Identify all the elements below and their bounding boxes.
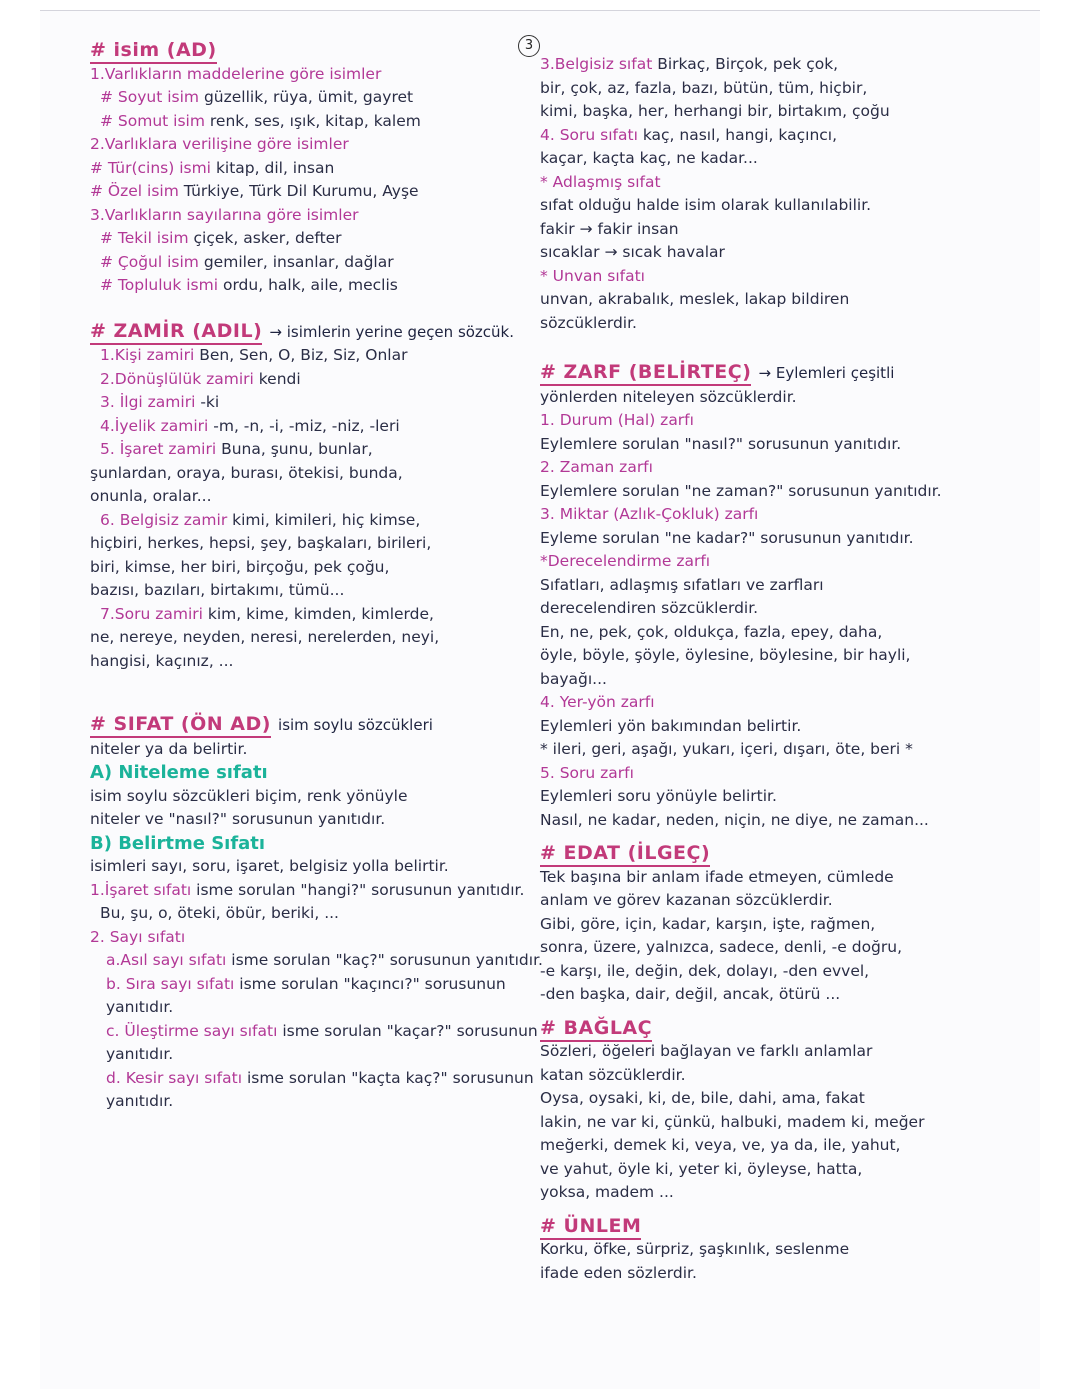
sifat-belgisiz-cont-1: bir, çok, az, fazla, bazı, bütün, tüm, hiçbir, (540, 78, 868, 97)
sifat-adlasmis-example-1: fakir → fakir insan (540, 219, 679, 238)
sifat-ulestirme-desc: isme sorulan "kaçar?" sorusunun yanıtıdır. (106, 1021, 538, 1063)
zarf-zaman-desc: Eylemlere sorulan "ne zaman?" sorusunun yanıtıdır. (540, 481, 942, 500)
section-sifat (90, 713, 568, 1114)
zamir-iyelik-examples: -m, -n, -i, -miz, -niz, -leri (213, 416, 400, 435)
zamir-donusluluk-label: 2.Dönüşlülük zamiri (100, 369, 254, 388)
zarf-durum-heading: 1. Durum (Hal) zarfı (540, 411, 694, 429)
zarf-definition: → Eylemleri çeşitli (758, 364, 895, 382)
section-sifat-cont (540, 53, 1010, 335)
section-unlem (540, 1215, 1010, 1286)
zarf-derecelendirme-examples-2: öyle, böyle, şöyle, öylesine, böylesine, bir hayli, (540, 646, 911, 664)
sifat-belgisiz-cont-2: kimi, başka, her, herhangi bir, birtakım, çoğu (540, 102, 890, 120)
zarf-yer-yon-heading: 4. Yer-yön zarfı (540, 693, 655, 711)
zamir-soru-cont-1: ne, nereye, neyden, neresi, nerelerden, neyi, (90, 628, 440, 646)
isim-soyut-label: # Soyut isim (100, 88, 200, 106)
zarf-derecelendirme-examples-1: En, ne, pek, çok, oldukça, fazla, epey, daha, (540, 622, 883, 641)
section-zamir (90, 320, 568, 674)
sifat-kesir-label: d. Kesir sayı sıfatı (106, 1068, 243, 1087)
edat-desc-1: Tek başına bir anlam ifade etmeyen, cümlede (540, 867, 894, 886)
zarf-derecelendirme-desc-2: derecelendiren sözcüklerdir. (540, 599, 759, 617)
zarf-yer-yon-examples: * ileri, geri, aşağı, yukarı, içeri, dışarı, öte, beri * (540, 740, 913, 758)
sifat-belgisiz-label: 3.Belgisiz sıfat (540, 55, 653, 73)
unlem-desc-1: Korku, öfke, sürpriz, şaşkınlık, seslenme (540, 1240, 850, 1258)
section-isim (90, 39, 568, 298)
zamir-isaret-cont-2: onunla, oralar... (90, 487, 212, 505)
zarf-derecelendirme-heading: *Derecelendirme zarfı (540, 552, 711, 570)
isim-ozel-examples: Türkiye, Türk Dil Kurumu, Ayşe (183, 182, 419, 200)
edat-examples-3: -e karşı, ile, değin, dek, dolayı, -den evvel, (540, 961, 870, 980)
zarf-soru-desc: Eylemleri soru yönüyle belirtir. (540, 787, 777, 805)
sifat-belirtme-heading: B) Belirtme Sıfatı (90, 832, 266, 854)
zarf-definition-cont: yönlerden niteleyen sözcüklerdir. (540, 387, 797, 406)
isim-cogul-label: # Çoğul isim (100, 252, 199, 271)
right-column (540, 53, 1010, 1285)
sifat-belgisiz-examples: Birkaç, Birçok, pek çok, (657, 55, 839, 73)
sifat-adlasmis-desc: sıfat olduğu halde isim olarak kullanılabilir. (540, 196, 872, 214)
unlem-desc-2: ifade eden sözlerdir. (540, 1263, 697, 1282)
zamir-isaret-examples: Buna, şunu, bunlar, (221, 440, 373, 458)
zamir-soru-cont-2: hangisi, kaçınız, ... (90, 651, 234, 670)
zamir-donusluluk-examples: kendi (258, 369, 301, 388)
sifat-soru-examples: kaç, nasıl, hangi, kaçıncı, (642, 125, 838, 144)
zamir-ilgi-label: 3. İlgi zamiri (100, 393, 196, 411)
isim-tur-label: # Tür(cins) ismi (90, 158, 211, 177)
zarf-zaman-heading: 2. Zaman zarfı (540, 458, 653, 476)
heading-edat: # EDAT (İLGEÇ) (540, 842, 710, 867)
sifat-belirtme-line-1: isimleri sayı, soru, işaret, belgisiz yolla belirtir. (90, 857, 449, 875)
isim-ozel-label: # Özel isim (90, 182, 179, 200)
notebook-page (40, 10, 1040, 1389)
zarf-yer-yon-desc: Eylemleri yön bakımından belirtir. (540, 716, 802, 735)
heading-zarf: # ZARF (BELİRTEÇ) (540, 361, 751, 386)
zarf-derecelendirme-desc-1: Sıfatları, adlaşmış sıfatları ve zarfları (540, 575, 824, 594)
sifat-niteleme-line-1: isim soylu sözcükleri biçim, renk yönüyle (90, 786, 408, 805)
sifat-definition-cont: niteler ya da belirtir. (90, 739, 248, 758)
baglac-desc-1: Sözleri, öğeleri bağlayan ve farklı anlamlar (540, 1042, 873, 1060)
sifat-adlasmis-example-2: sıcaklar → sıcak havalar (540, 243, 725, 261)
sifat-soru-cont: kaçar, kaçta kaç, ne kadar... (540, 149, 758, 167)
zamir-soru-examples: kim, kime, kimden, kimlerde, (207, 604, 434, 623)
sifat-asil-sayi-label: a.Asıl sayı sıfatı (106, 951, 227, 969)
sifat-soru-label: 4. Soru sıfatı (540, 125, 638, 144)
zamir-belgisiz-examples: kimi, kimileri, hiç kimse, (232, 510, 421, 529)
isim-line-1: 1.Varlıkların maddelerine göre isimler (90, 64, 382, 83)
baglac-examples-2: lakin, ne var ki, çünkü, halbuki, madem ki, meğer (540, 1112, 925, 1131)
edat-examples-1: Gibi, göre, için, kadar, karşın, işte, rağmen, (540, 914, 876, 933)
isim-topluluk-examples: ordu, halk, aile, meclis (222, 276, 398, 294)
heading-sifat: # SIFAT (ÖN AD) (90, 713, 271, 738)
page-number: 3 (518, 35, 540, 57)
heading-isim: # isim (AD) (90, 39, 217, 64)
zamir-isaret-cont-1: şunlardan, oraya, burası, ötekisi, bunda, (90, 463, 403, 482)
baglac-examples-1: Oysa, oysaki, ki, de, bile, dahi, ama, fakat (540, 1089, 865, 1107)
sifat-definition: isim soylu sözcükleri (278, 716, 433, 734)
isim-soyut-examples: güzellik, rüya, ümit, gayret (203, 88, 414, 106)
zamir-belgisiz-label: 6. Belgisiz zamir (100, 510, 228, 529)
sifat-adlasmis-heading: * Adlaşmış sıfat (540, 172, 661, 191)
sifat-niteleme-line-2: niteler ve "nasıl?" sorusunun yanıtıdır. (90, 810, 386, 828)
isim-tekil-examples: çiçek, asker, defter (193, 229, 342, 247)
sifat-unvan-heading: * Unvan sıfatı (540, 266, 645, 285)
isim-topluluk-label: # Topluluk ismi (100, 276, 219, 294)
heading-baglac: # BAĞLAÇ (540, 1017, 652, 1042)
edat-desc-2: anlam ve görev kazanan sözcüklerdir. (540, 891, 833, 909)
baglac-examples-4: ve yahut, öyle ki, yeter ki, öyleyse, hatta, (540, 1159, 863, 1178)
zarf-miktar-heading: 3. Miktar (Azlık-Çokluk) zarfı (540, 505, 759, 523)
baglac-examples-5: yoksa, madem ... (540, 1183, 674, 1201)
zamir-soru-label: 7.Soru zamiri (100, 604, 203, 623)
baglac-examples-3: meğerki, demek ki, veya, ve, ya da, ile, yahut, (540, 1136, 901, 1154)
isim-line-2: 2.Varlıklara verilişine göre isimler (90, 135, 349, 153)
zamir-definition: → isimlerin yerine geçen sözcük. (269, 322, 515, 341)
zarf-miktar-desc: Eyleme sorulan "ne kadar?" sorusunun yanıtıdır. (540, 528, 914, 547)
isim-tekil-label: # Tekil isim (100, 229, 189, 247)
sifat-sira-sayi-label: b. Sıra sayı sıfatı (106, 974, 235, 993)
sifat-niteleme-heading: A) Niteleme sıfatı (90, 762, 268, 783)
zarf-soru-heading: 5. Soru zarfı (540, 763, 634, 782)
zarf-soru-examples: Nasıl, ne kadar, neden, niçin, ne diye, ne zaman... (540, 810, 929, 829)
zamir-isaret-label: 5. İşaret zamiri (100, 440, 217, 458)
sifat-sira-sayi-desc: isme sorulan "kaçıncı?" sorusunun yanıtıdır. (106, 974, 506, 1016)
sifat-ulestirme-label: c. Üleştirme sayı sıfatı (106, 1021, 278, 1040)
isim-tur-examples: kitap, dil, insan (215, 158, 335, 177)
section-zarf (540, 361, 1010, 832)
zamir-belgisiz-cont-3: bazısı, bazıları, birtakımı, tümü... (90, 581, 345, 599)
heading-unlem: # ÜNLEM (540, 1215, 641, 1240)
sifat-unvan-desc-1: unvan, akrabalık, meslek, lakap bildiren (540, 290, 850, 308)
sifat-sayi-heading: 2. Sayı sıfatı (90, 927, 186, 946)
edat-examples-4: -den başka, dair, değil, ancak, ötürü ... (540, 985, 841, 1003)
sifat-isaret-label: 1.İşaret sıfatı (90, 880, 192, 899)
edat-examples-2: sonra, üzere, yalnızca, sadece, denli, -e doğru, (540, 938, 903, 956)
zamir-belgisiz-cont-1: hiçbiri, herkes, hepsi, şey, başkaları, birileri, (90, 534, 432, 552)
zarf-durum-desc: Eylemlere sorulan "nasıl?" sorusunun yanıtıdır. (540, 434, 902, 453)
zamir-iyelik-label: 4.İyelik zamiri (100, 416, 209, 435)
isim-cogul-examples: gemiler, insanlar, dağlar (203, 252, 394, 271)
sifat-isaret-examples: Bu, şu, o, öteki, öbür, beriki, ... (100, 904, 339, 922)
left-column (90, 39, 568, 1114)
zamir-kisi-label: 1.Kişi zamiri (100, 346, 195, 364)
section-baglac (540, 1017, 1010, 1205)
isim-somut-examples: renk, ses, ışık, kitap, kalem (209, 111, 421, 130)
isim-somut-label: # Somut isim (100, 111, 205, 130)
sifat-unvan-desc-2: sözcüklerdir. (540, 313, 637, 332)
zamir-kisi-examples: Ben, Sen, O, Biz, Siz, Onlar (199, 346, 408, 364)
zarf-derecelendirme-examples-3: bayağı... (540, 669, 607, 688)
section-edat (540, 842, 1010, 1007)
zamir-ilgi-examples: -ki (200, 393, 220, 411)
sifat-kesir-desc: isme sorulan "kaçta kaç?" sorusunun yanıtıdır. (106, 1068, 534, 1110)
sifat-isaret-desc: isme sorulan "hangi?" sorusunun yanıtıdır. (196, 880, 525, 899)
isim-line-3: 3.Varlıkların sayılarına göre isimler (90, 205, 359, 224)
baglac-desc-2: katan sözcüklerdir. (540, 1065, 686, 1084)
zamir-belgisiz-cont-2: biri, kimse, her biri, birçoğu, pek çoğu, (90, 557, 390, 576)
heading-zamir: # ZAMİR (ADIL) (90, 320, 262, 345)
sifat-asil-sayi-desc: isme sorulan "kaç?" sorusunun yanıtıdır. (231, 951, 543, 969)
